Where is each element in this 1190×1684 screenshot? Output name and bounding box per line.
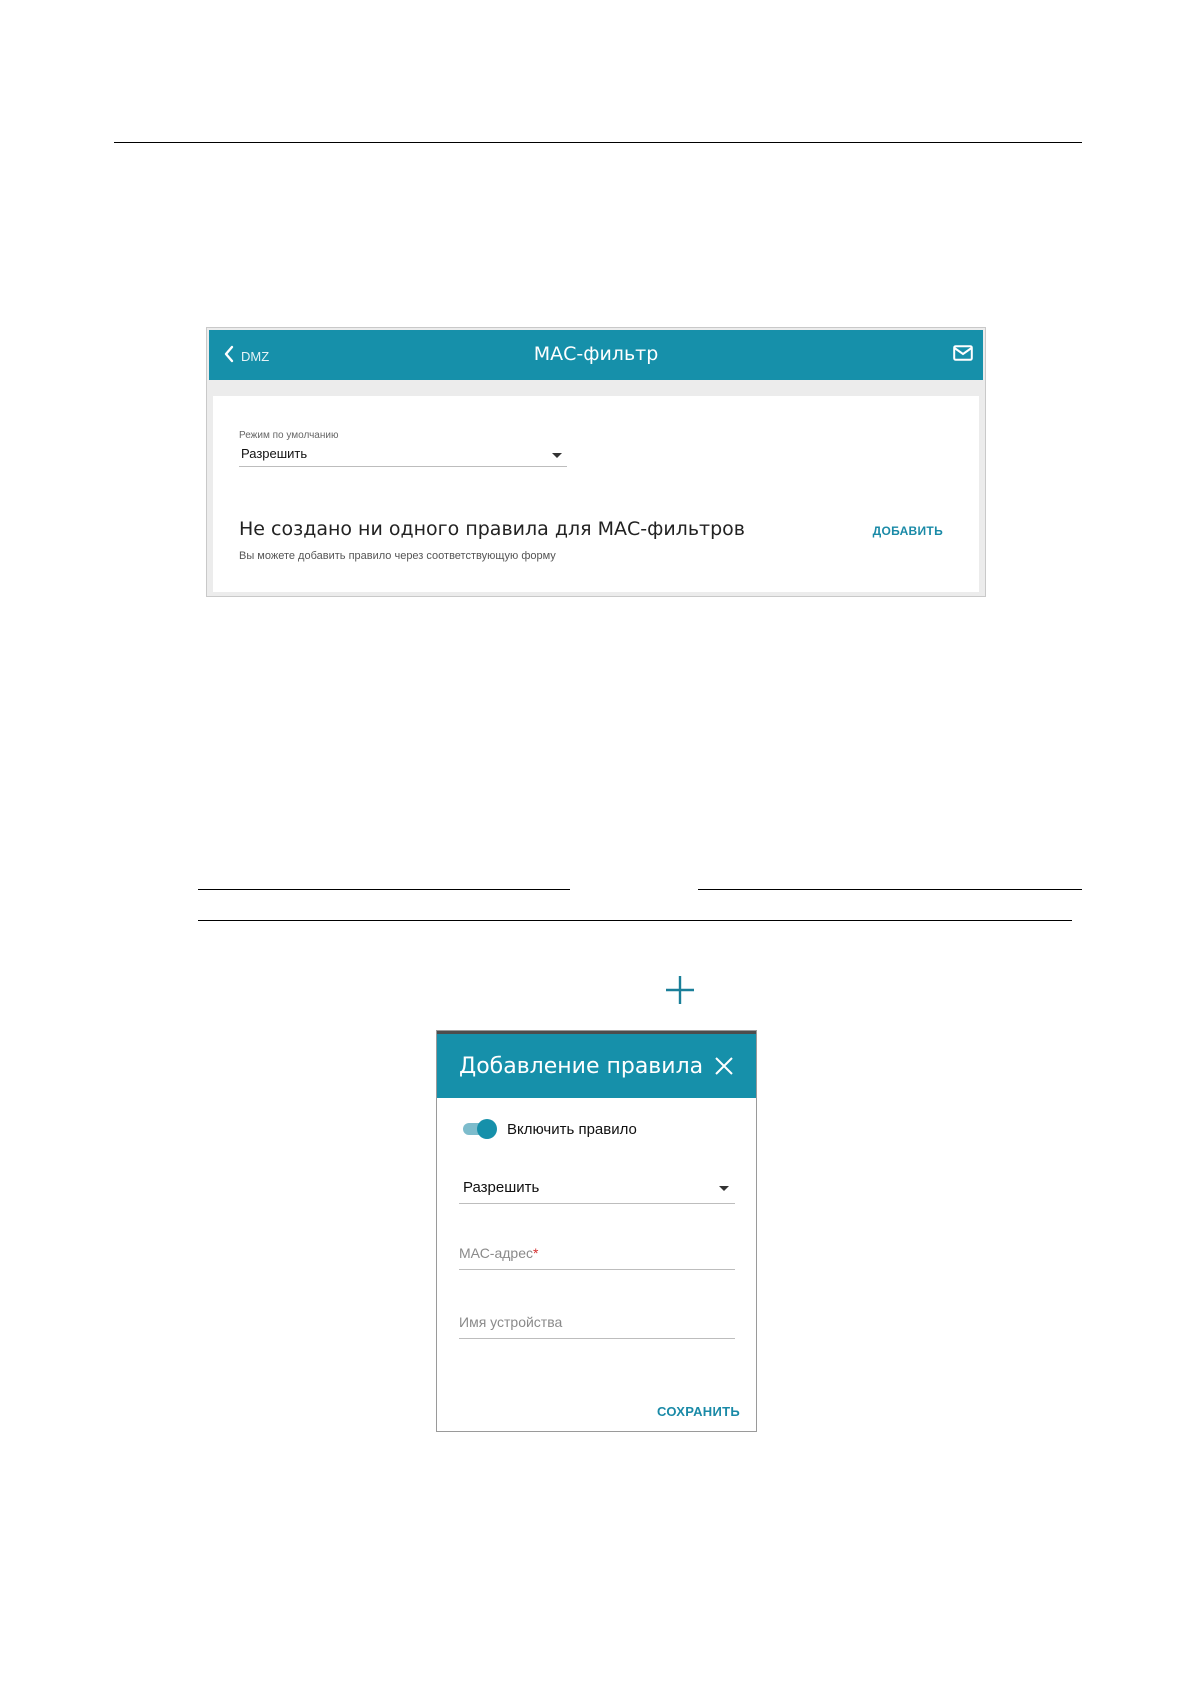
add-rule-button[interactable]: ДОБАВИТЬ [872, 524, 943, 538]
top-rule [114, 142, 1082, 143]
mac-address-placeholder: МАС-адрес* [459, 1245, 539, 1261]
dialog-header [437, 1034, 756, 1098]
default-mode-select[interactable] [239, 444, 567, 467]
empty-rules-hint: Вы можете добавить правило через соответствующую форму [239, 550, 556, 562]
required-mark: * [533, 1245, 539, 1261]
filter-card [213, 396, 979, 592]
default-mode-label: Режим по умолчанию [239, 430, 339, 441]
notifications-button[interactable] [953, 345, 973, 366]
mail-icon [953, 348, 973, 365]
caret-down-icon [719, 1186, 729, 1191]
action-select[interactable] [459, 1171, 735, 1204]
close-icon [714, 1063, 734, 1080]
table-rule-2 [698, 889, 1082, 890]
save-button[interactable]: СОХРАНИТЬ [657, 1404, 740, 1419]
caret-down-icon [552, 453, 562, 458]
enable-rule-label: Включить правило [507, 1121, 637, 1138]
mac-address-field[interactable] [459, 1239, 735, 1270]
empty-rules-title: Не создано ни одного правила для МАС-фильтров [239, 518, 745, 540]
table-rule-1 [198, 889, 570, 890]
mac-filter-screenshot [206, 327, 986, 597]
toggle-knob [477, 1119, 497, 1139]
page-title: МАС-фильтр [533, 343, 659, 365]
action-value: Разрешить [463, 1179, 540, 1196]
table-rule-3 [198, 920, 1072, 921]
add-rule-dialog [436, 1030, 757, 1432]
page-header [209, 330, 983, 380]
device-name-field[interactable] [459, 1308, 735, 1339]
plus-icon [664, 974, 696, 1006]
dialog-title: Добавление правила [459, 1054, 704, 1079]
back-label: DMZ [241, 349, 270, 364]
default-mode-value: Разрешить [241, 446, 308, 461]
enable-rule-toggle[interactable] [463, 1119, 497, 1139]
device-name-placeholder: Имя устройства [459, 1314, 563, 1330]
close-button[interactable] [714, 1056, 734, 1081]
